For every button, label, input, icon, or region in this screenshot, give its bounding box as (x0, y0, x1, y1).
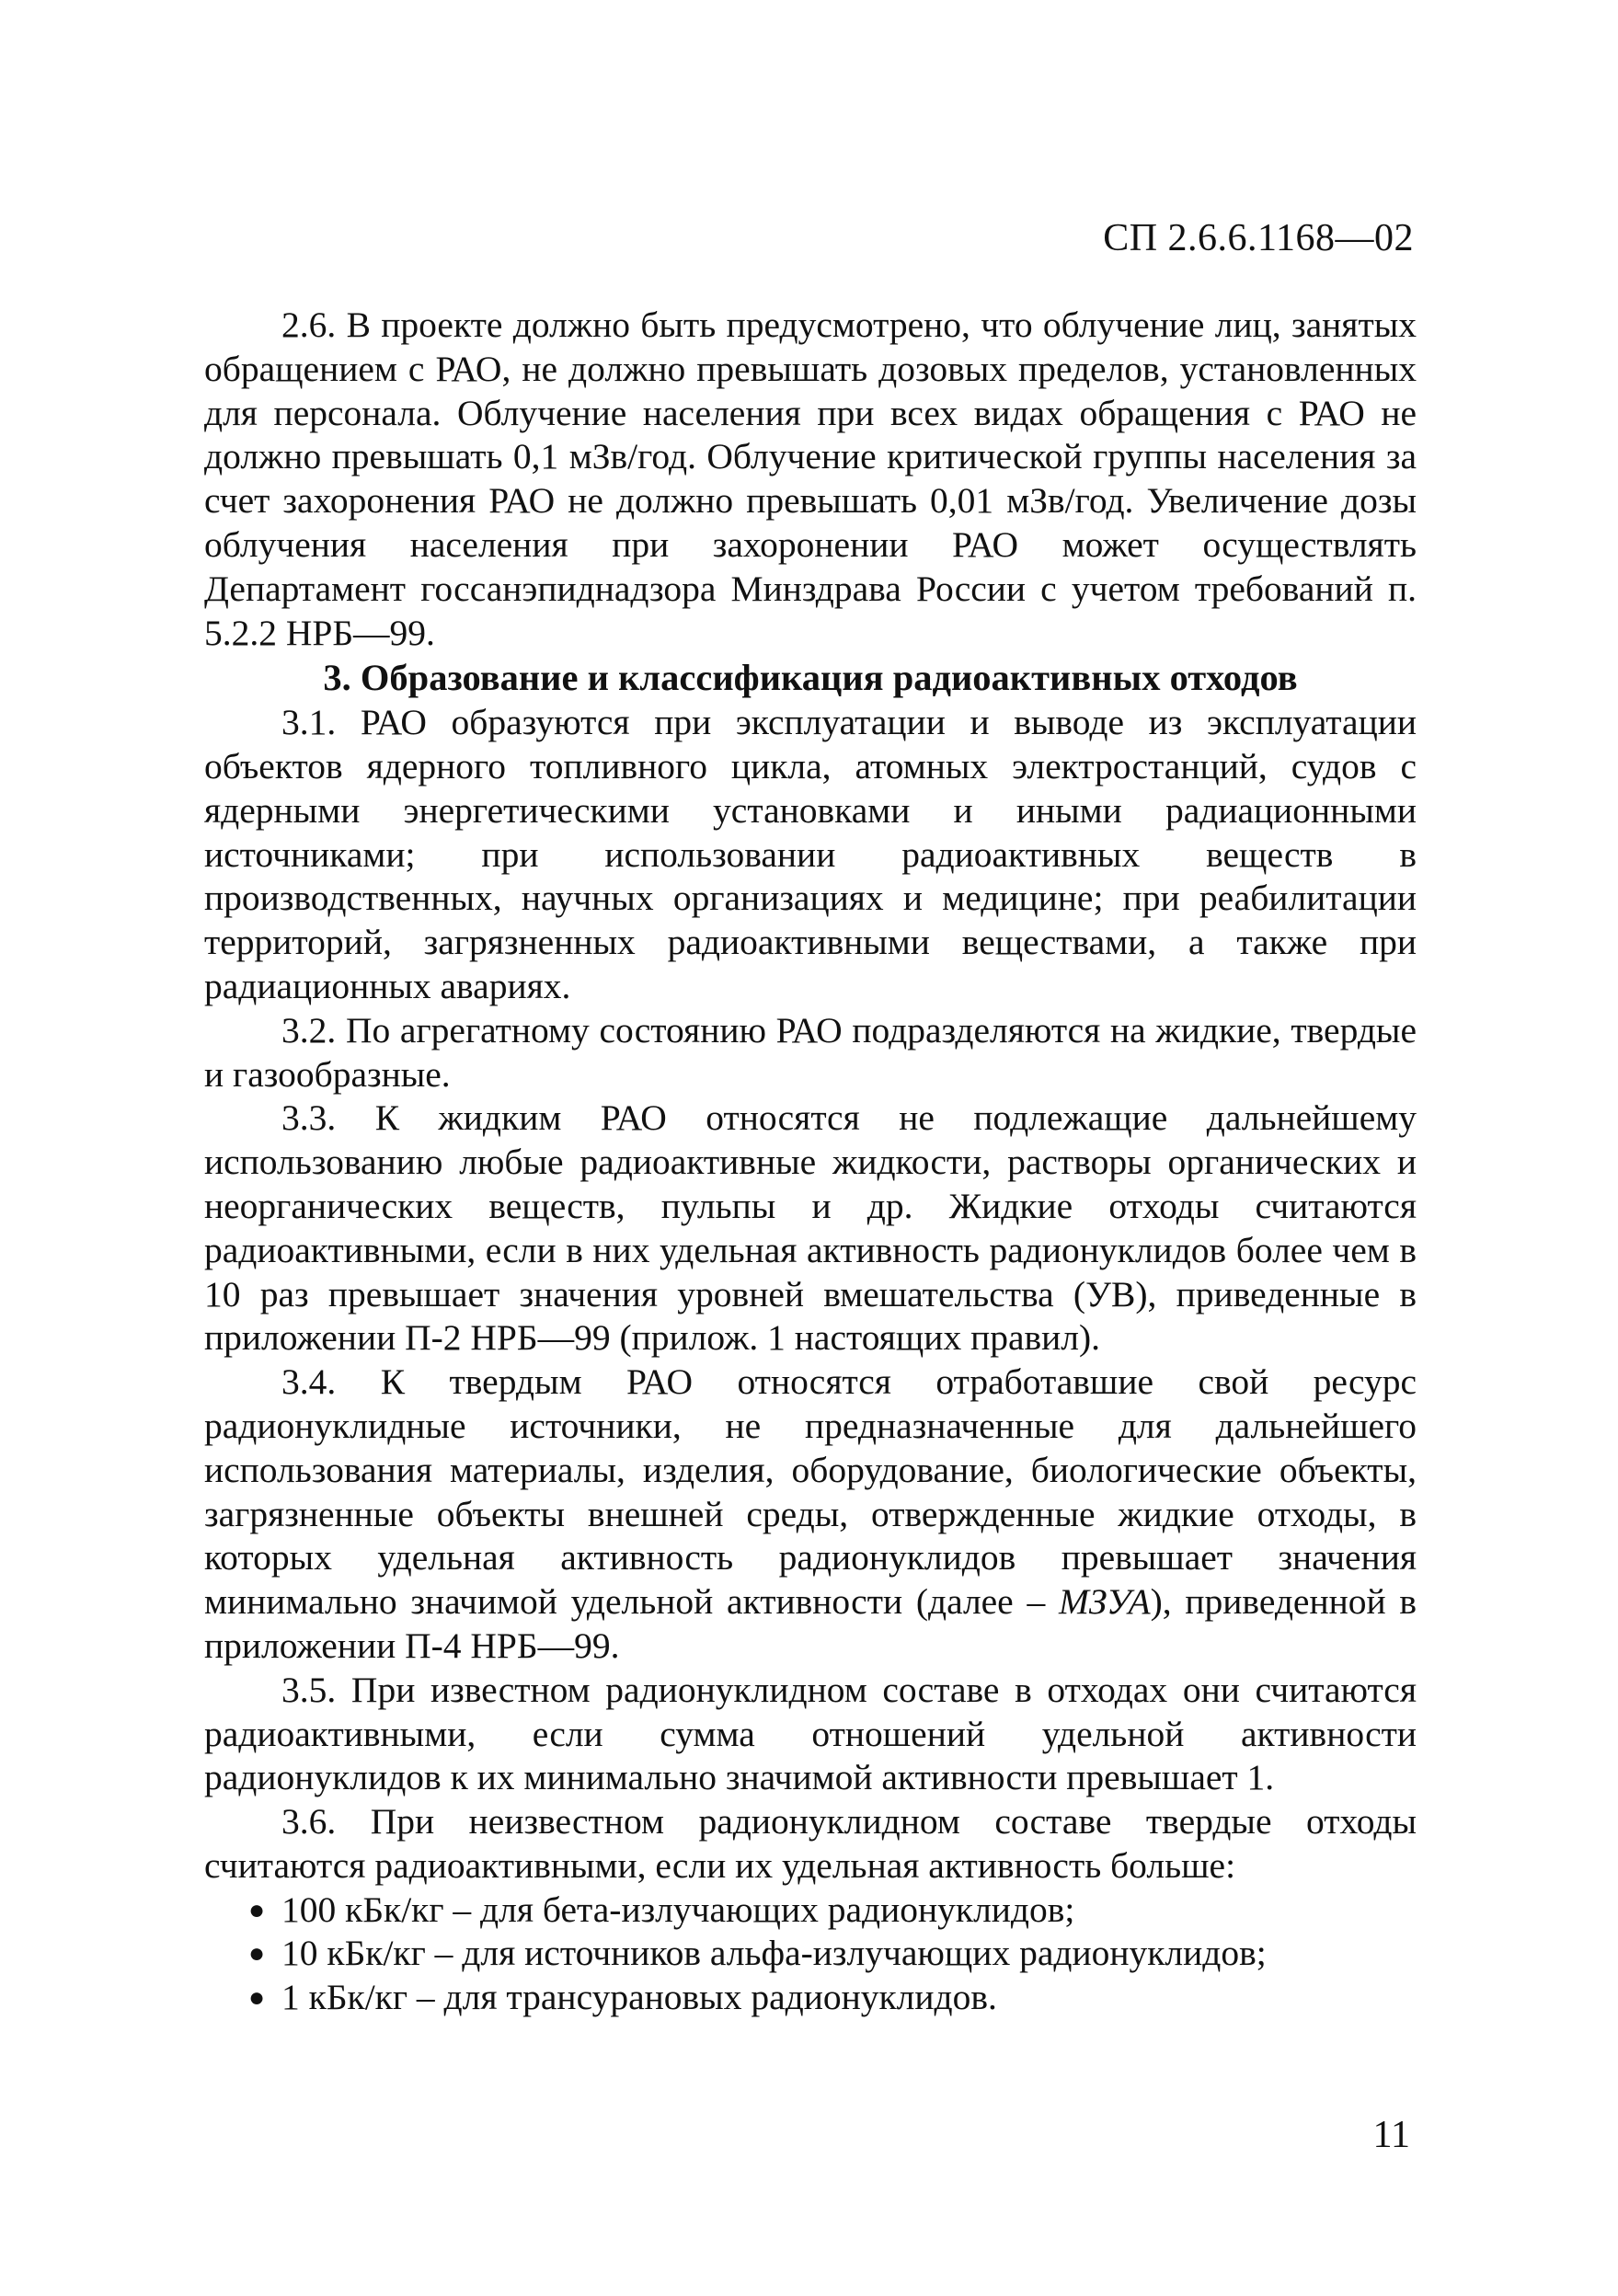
bullet-icon: ● (248, 1982, 266, 2014)
page-body (204, 304, 1417, 2020)
bullet-icon: ● (248, 1938, 266, 1969)
paragraph-3-5: 3.5. При известном радионуклидном составе в отходах они считаются радиоактивными, если сумма отношений удельной активности радионуклидов к их минимально значимой активности превышает 1. (204, 1669, 1417, 1798)
page-number: 11 (1372, 2114, 1410, 2156)
paragraph-3-1: 3.1. РАО образуются при эксплуатации и выводе из эксплуатации объектов ядерного топливного цикла, атомных электростанций, судов с ядерными энергетическими установками и иными радиационными источниками; при использовании радиоактивных веществ в производственных, научных организациях и медицине; при реабилитации территорий, загрязненных радиоактивными веществами, а также при радиационных авариях. (204, 702, 1417, 1006)
paragraph-3-6: 3.6. При неизвестном радионуклидном составе твердые отходы считаются радиоактивными, если их удельная активность больше: (204, 1801, 1417, 1886)
list-item-text: 1 кБк/кг – для трансурановых радионуклидов. (281, 1977, 997, 2018)
list-item (204, 1888, 1417, 1933)
paragraph-3-4 (204, 1360, 1417, 1669)
mzua-abbreviation: МЗУА (1058, 1581, 1151, 1623)
list-item (204, 1976, 1417, 2020)
section-3-title: 3. Образование и классификация радиоактивных отходов (323, 657, 1298, 699)
paragraph-3-3: 3.3. К жидким РАО относятся не подлежащие дальнейшему использованию любые радиоактивные жидкости, растворы органических и неорганических веществ, пульпы и др. Жидкие отходы считаются радиоактивными, если в них удельная активность радионуклидов более чем в 10 раз превышает значения уровней вмешательства (УВ), приведенные в приложении П-2 НРБ—99 (прилож. 1 настоящих правил). (204, 1097, 1417, 1359)
document-code: СП 2.6.6.1168—02 (1103, 217, 1414, 259)
list-item (204, 1932, 1417, 1976)
paragraph-3-4-tail: ), приведенной в приложении П-4 НРБ—99. (204, 1581, 1417, 1666)
activity-thresholds-list (204, 1888, 1417, 2020)
list-item-text: 10 кБк/кг – для источников альфа-излучающих радионуклидов; (281, 1933, 1267, 1974)
bullet-icon: ● (248, 1894, 266, 1925)
list-item-text: 100 кБк/кг – для бета-излучающих радионуклидов; (281, 1888, 1075, 1930)
paragraph-3-4-text: 3.4. К твердым РАО относятся отработавшие свой ресурс радионуклидные источники, не предназначенные для дальнейшего использования материалы, изделия, оборудование, биологические объекты, загрязненные объекты внешней среды, отвержденные жидкие отходы, в которых удельная активность радионуклидов превышает значения минимально значимой удельной активности (далее – (204, 1361, 1417, 1623)
paragraph-3-2: 3.2. По агрегатному состоянию РАО подразделяются на жидкие, твердые и газообразные. (204, 1009, 1417, 1095)
paragraph-2-6: 2.6. В проекте должно быть предусмотрено, что облучение лиц, занятых обращением с РАО, не должно превышать дозовых пределов, установленных для персонала. Облучение населения при всех видах обращения с РАО не должно превышать 0,1 мЗв/год. Облучение критической группы населения за счет захоронения РАО не должно превышать 0,01 мЗв/год. Увеличение дозы облучения населения при захоронении РАО может осуществлять Департамент госсанэпиднадзора Минздрава России с учетом требований п. 5.2.2 НРБ—99. (204, 304, 1417, 653)
